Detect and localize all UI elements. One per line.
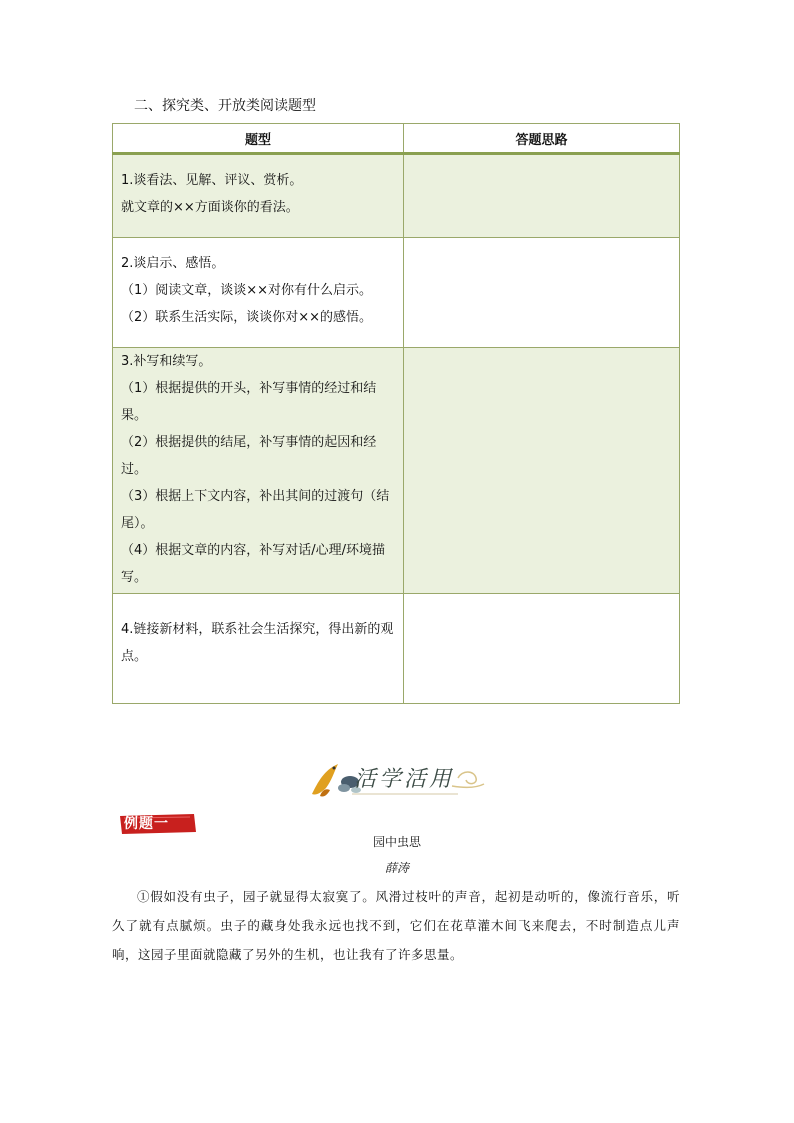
cell-line: （2）根据提供的结尾，补写事情的起因和经过。	[121, 435, 377, 477]
question-type-cell	[113, 594, 404, 704]
cell-line: 4.链接新材料，联系社会生活探究，得出新的观点。	[121, 622, 394, 664]
question-type-cell	[113, 154, 404, 238]
answer-cell[interactable]	[403, 348, 679, 594]
cell-line: （1）阅读文章，谈谈××对你有什么启示。	[121, 283, 373, 298]
cell-line: 1.谈看法、见解、评议、赏析。	[121, 173, 303, 188]
cell-line: （4）根据文章的内容，补写对话/心理/环境描写。	[121, 543, 386, 585]
table-header-row	[113, 124, 680, 154]
article-paragraph: ①假如没有虫子，园子就显得太寂寞了。风滑过枝叶的声音，起初是动听的，像流行音乐，听久了就有点腻烦。虫子的藏身处我永远也找不到，它们在花草灌木间飞来爬去，不时制造点儿声响，这园子里面就隐藏了另外的生机，也让我有了许多思量。	[112, 889, 680, 962]
cell-line: 就文章的××方面谈你的看法。	[121, 200, 299, 215]
article-author: 薛涛	[384, 861, 409, 875]
cell-line: （3）根据上下文内容，补出其间的过渡句（结尾）。	[121, 489, 390, 531]
cell-line: 3.补写和续写。	[121, 354, 212, 369]
answer-cell[interactable]	[403, 154, 679, 238]
section-title: 二、探究类、开放类阅读题型	[134, 98, 316, 114]
question-type-cell	[113, 348, 404, 594]
example-label: 例题一	[124, 816, 169, 832]
cell-line: 2.谈启示、感悟。	[121, 256, 225, 271]
cell-line: （1）根据提供的开头，补写事情的经过和结果。	[121, 381, 377, 423]
header-question-type: 题型	[113, 124, 404, 154]
table-row	[113, 594, 680, 704]
table-row	[113, 154, 680, 238]
swirl-cloud-icon	[452, 772, 484, 787]
article-title: 园中虫思	[372, 835, 421, 849]
answer-cell[interactable]	[403, 238, 679, 348]
banner-title: 活学活用	[354, 767, 455, 792]
answer-cell[interactable]	[403, 594, 679, 704]
question-type-table	[112, 123, 680, 704]
table-row	[113, 238, 680, 348]
cell-line: （2）联系生活实际，谈谈你对××的感悟。	[121, 310, 373, 325]
table-row	[113, 348, 680, 594]
question-type-cell	[113, 238, 404, 348]
header-answer-approach: 答题思路	[403, 124, 679, 154]
carp-fish-icon	[312, 764, 338, 797]
